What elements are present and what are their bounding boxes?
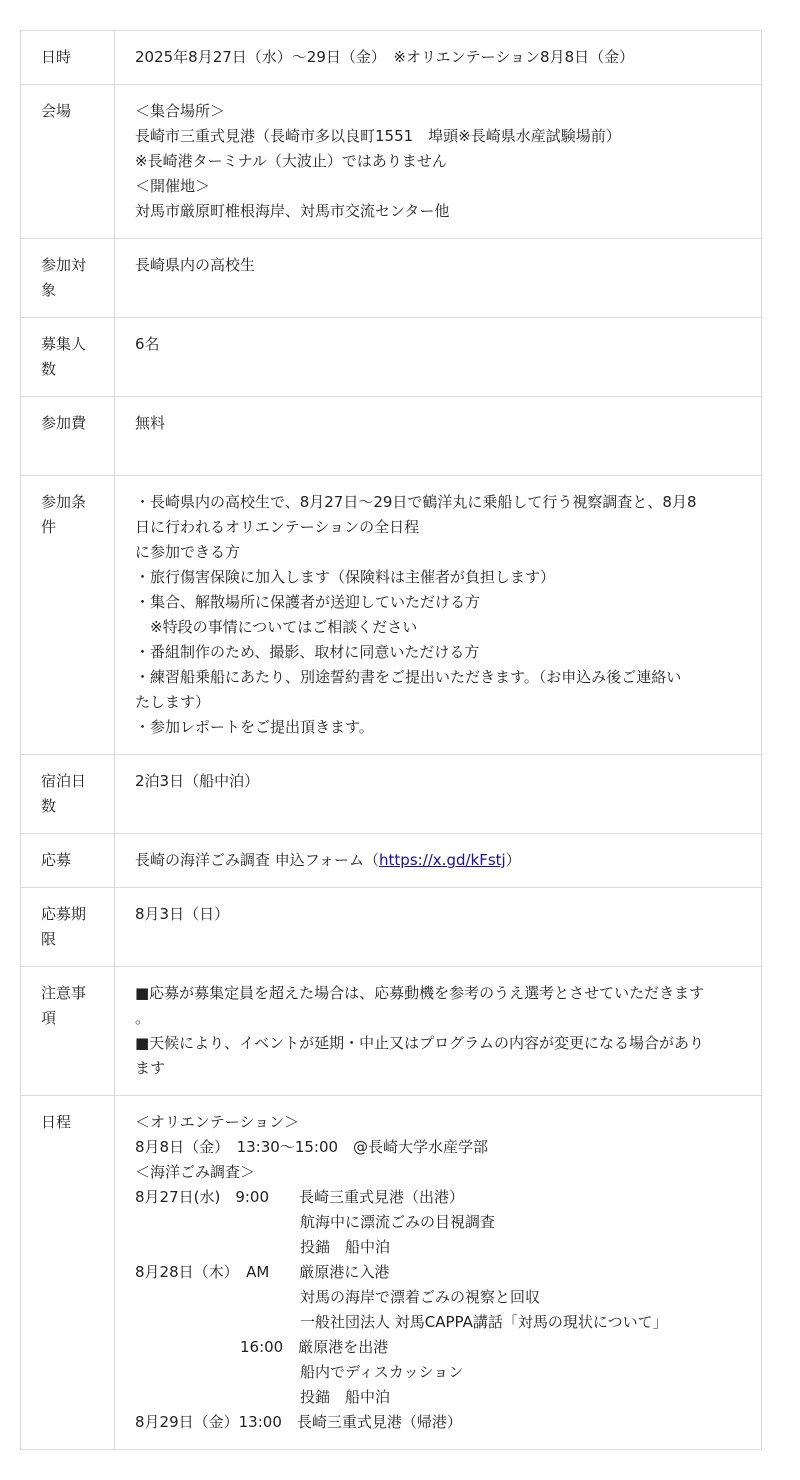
row-label [21,967,115,1096]
label-datetime: 日時 [41,48,72,66]
eligibility-text: 長崎県内の高校生 [135,256,256,274]
schedule-line: 8月27日(水) 9:00 長崎三重式見港（出港） [135,1188,465,1206]
row-label [21,318,115,397]
label-notes: 注意事項 [41,984,87,1027]
row-label [21,85,115,239]
venue-line: 対馬市厳原町椎根海岸、対馬市交流センター他 [135,202,450,220]
row-nights [21,755,762,834]
condition-line: ・集合、解散場所に保護者が送迎していただける方 [135,593,481,611]
row-label [21,834,115,888]
label-venue: 会場 [41,102,72,120]
label-conditions: 参加条件 [41,493,87,536]
row-value [115,967,762,1096]
event-info-table [20,30,762,1450]
row-value [115,239,762,318]
row-value [115,318,762,397]
schedule-line: 船内でディスカッション [135,1363,464,1381]
deadline-text: 8月3日（日） [135,905,230,923]
label-schedule: 日程 [41,1113,72,1131]
schedule-line: 8月29日（金）13:00 長崎三重式見港（帰港） [135,1413,462,1431]
schedule-line: 8月28日（木） AM 厳原港に入港 [135,1263,390,1281]
condition-line: ・参加レポートをご提出頂きます。 [135,718,374,736]
condition-line: 日に行われるオリエンテーションの全日程 [135,518,420,536]
row-value [115,31,762,85]
note-line: ■天候により、イベントが延期・中止又はプログラムの内容が変更になる場合があり [135,1034,705,1052]
datetime-text: 2025年8月27日（水）～29日（金） ※オリエンテーション8月8日（金） [135,48,635,66]
label-capacity: 募集人数 [41,335,87,378]
row-label [21,755,115,834]
label-deadline: 応募期限 [41,905,87,948]
condition-line: に参加できる方 [135,543,241,561]
nights-text: 2泊3日（船中泊） [135,772,260,790]
condition-line: たします） [135,693,211,711]
row-label [21,239,115,318]
condition-line: ・長崎県内の高校生で、8月27日～29日で鶴洋丸に乗船して行う視察調査と、8月8 [135,493,697,511]
condition-line: ※特段の事情についてはご相談ください [135,618,418,636]
condition-line: ・旅行傷害保険に加入します（保険料は主催者が負担します） [135,568,556,586]
row-label [21,397,115,476]
application-form-link[interactable]: https://x.gd/kFstj [379,851,506,869]
row-conditions [21,476,762,755]
apply-line [135,848,741,873]
schedule-line: 投錨 船中泊 [135,1388,391,1406]
row-label [21,1096,115,1450]
row-value [115,834,762,888]
label-fee: 参加費 [41,414,87,432]
apply-suffix: ） [505,851,521,869]
schedule-line: 投錨 船中泊 [135,1238,391,1256]
schedule-line: ＜海洋ごみ調査＞ [135,1163,256,1181]
row-eligibility [21,239,762,318]
apply-prefix: 長崎の海洋ごみ調査 申込フォーム（ [135,851,380,869]
venue-line: ＜開催地＞ [135,177,211,195]
row-label [21,31,115,85]
row-datetime [21,31,762,85]
row-value [115,888,762,967]
row-fee [21,397,762,476]
label-nights: 宿泊日数 [41,772,87,815]
condition-line: ・番組制作のため、撮影、取材に同意いただける方 [135,643,480,661]
row-venue [21,85,762,239]
row-notes [21,967,762,1096]
condition-line: ・練習船乗船にあたり、別途誓約書をご提出いただきます。（お申込み後ご連絡い [135,668,682,686]
row-value [115,1096,762,1450]
note-line: 。 [135,1009,151,1027]
row-value [115,476,762,755]
capacity-text: 6名 [135,335,160,353]
row-label [21,888,115,967]
venue-line: ＜集合場所＞ [135,102,226,120]
schedule-line: 対馬の海岸で漂着ごみの視察と回収 [135,1288,541,1306]
row-schedule [21,1096,762,1450]
label-apply: 応募 [41,851,72,869]
row-value [115,85,762,239]
row-capacity [21,318,762,397]
row-apply [21,834,762,888]
label-eligibility: 参加対象 [41,256,87,299]
row-label [21,476,115,755]
note-line: ます [135,1059,166,1077]
schedule-line: 航海中に漂流ごみの目視調査 [135,1213,496,1231]
row-value [115,397,762,476]
row-value [115,755,762,834]
note-line: ■応募が募集定員を超えた場合は、応募動機を参考のうえ選考とさせていただきます [135,984,705,1002]
schedule-line: 一般社団法人 対馬CAPPA講話「対馬の現状について」 [135,1313,668,1331]
fee-text: 無料 [135,414,166,432]
venue-line: 長崎市三重式見港（長崎市多以良町1551 埠頭※長崎県水産試験場前） [135,127,621,145]
schedule-line: 16:00 厳原港を出港 [135,1338,389,1356]
schedule-line: 8月8日（金） 13:30～15:00 @長崎大学水産学部 [135,1138,489,1156]
venue-line: ※長崎港ターミナル（大波止）ではありません [135,152,447,170]
row-deadline [21,888,762,967]
schedule-line: ＜オリエンテーション＞ [135,1113,300,1131]
